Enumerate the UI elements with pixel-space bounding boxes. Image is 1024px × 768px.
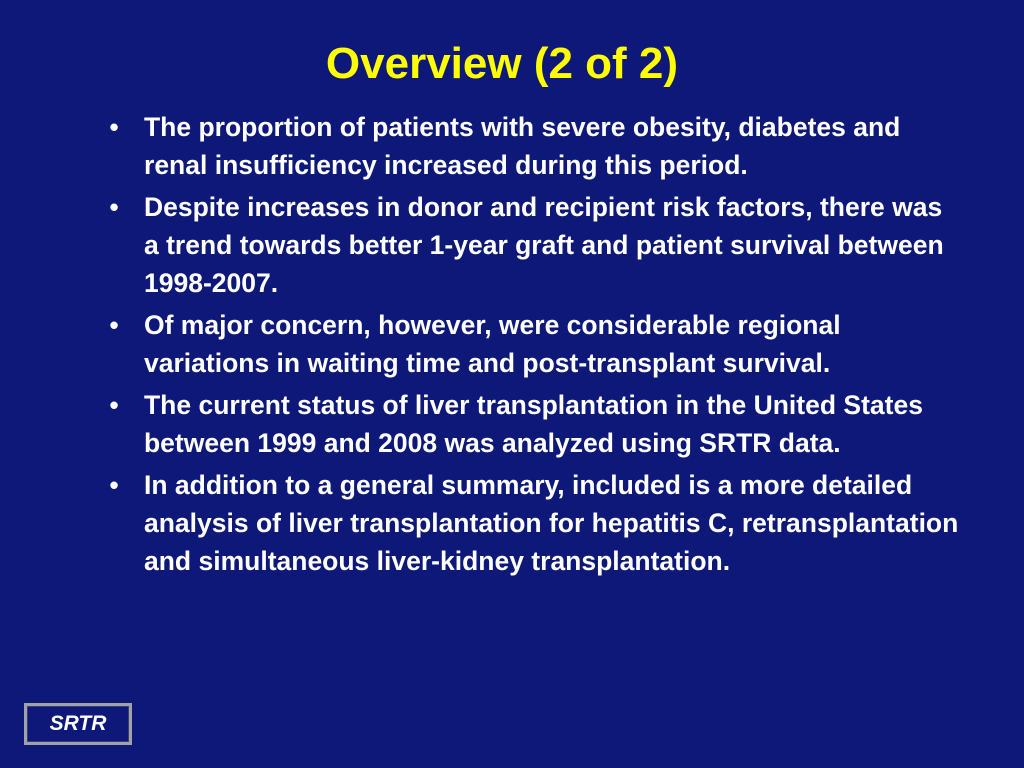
bullet-icon: • (109, 470, 119, 500)
srtr-logo (24, 703, 132, 745)
slide-title: Overview (2 of 2) (325, 39, 679, 88)
bullet-icon: • (109, 112, 119, 142)
bullet-text-3: Of major concern, however, were considerable regional variations in waiting time and post-transplant survival. (144, 310, 841, 378)
bullet-item-3 (104, 306, 964, 382)
bullet-icon: • (109, 310, 119, 340)
bullet-text-1: The proportion of patients with severe obesity, diabetes and renal insufficiency increased during this period. (144, 112, 901, 180)
bullet-item-2 (104, 188, 964, 302)
bullet-item-5 (104, 466, 964, 580)
bullet-item-4 (104, 386, 964, 462)
bullet-icon: • (109, 192, 119, 222)
bullet-list (104, 108, 964, 584)
bullet-text-2: Despite increases in donor and recipient risk factors, there was a trend towards better 1-year graft and patient survival between 1998-2007. (144, 192, 944, 298)
bullet-text-5: In addition to a general summary, included is a more detailed analysis of liver transplantation for hepatitis C, retransplantation and simultaneous liver-kidney transplantation. (144, 470, 959, 576)
bullet-text-4: The current status of liver transplantation in the United States between 1999 and 2008 was analyzed using SRTR data. (144, 390, 923, 458)
srtr-logo-text: SRTR (49, 712, 107, 735)
bullet-icon: • (109, 390, 119, 420)
bullet-item-1 (104, 108, 964, 184)
